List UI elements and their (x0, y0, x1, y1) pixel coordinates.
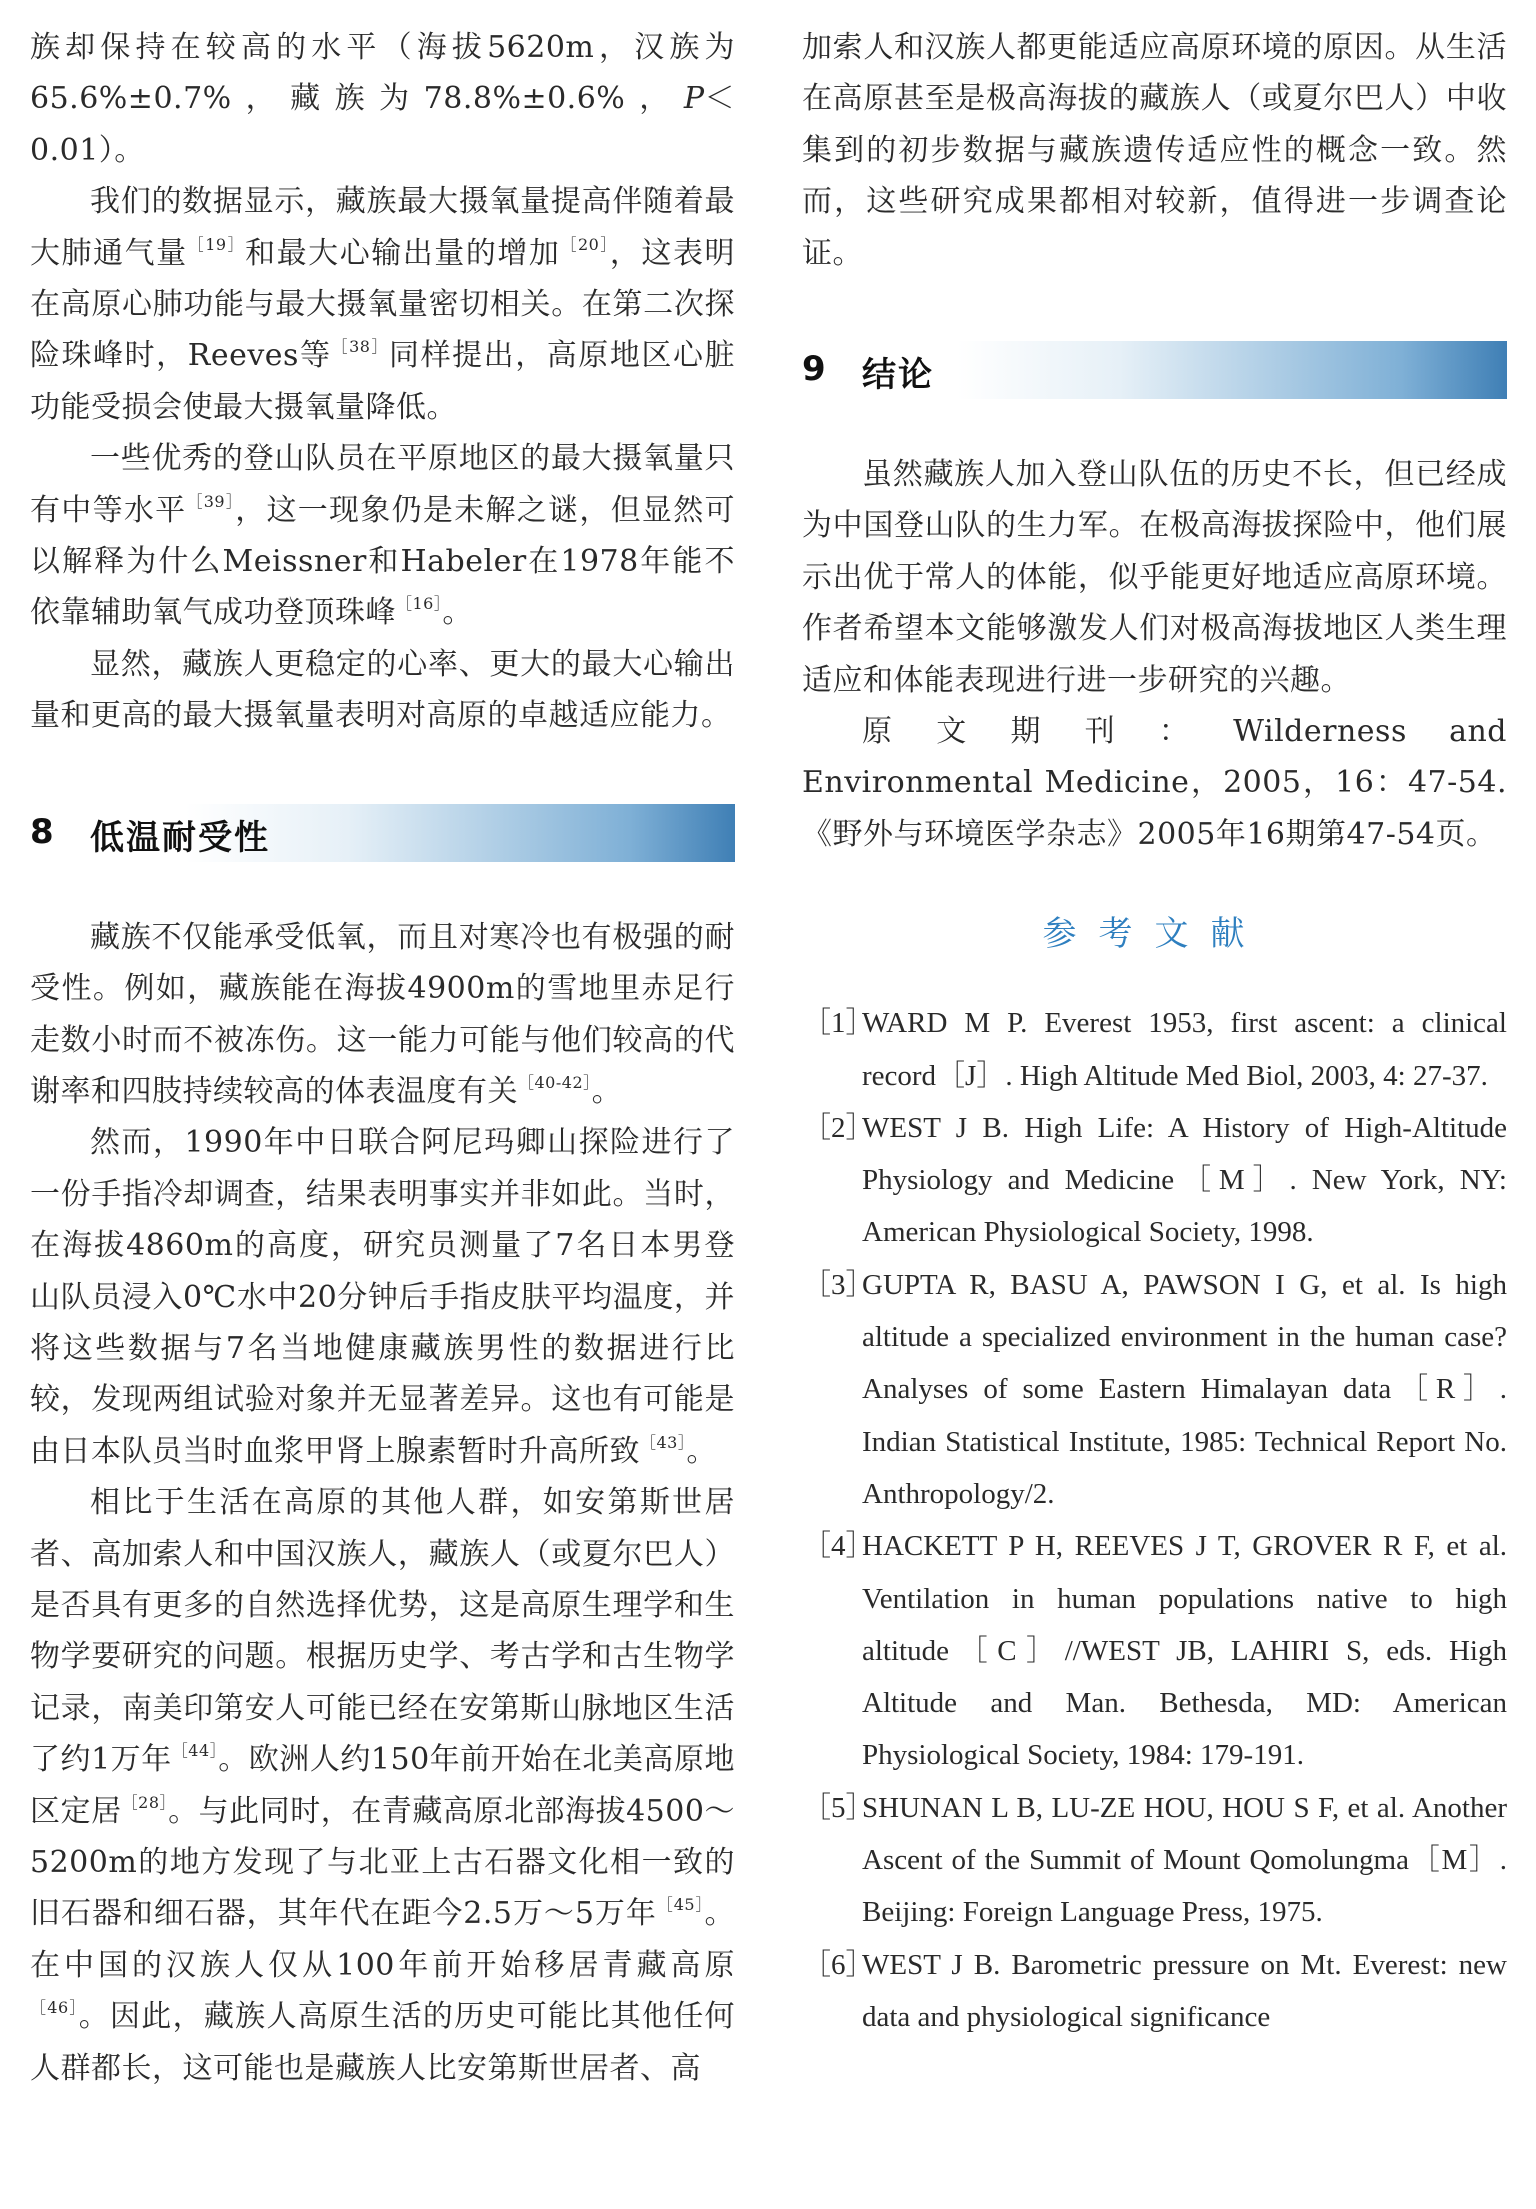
text-run: 同样提出，高原地区心脏功能受损会使最大摄氧量降低。 (30, 338, 735, 425)
reference-text: WEST J B. High Life: A History of High-Altitude Physiology and Medicine［M］. New York, NY: American Physiological Society, 1998. (862, 1111, 1507, 1249)
paragraph: 显然，藏族人更稳定的心率、更大的最大心输出量和更高的最大摄氧量表明对高原的卓越适应能力。 (30, 646, 735, 734)
paragraph (30, 1477, 735, 2094)
text-run: 。因此，藏族人高原生活的历史可能比其他任何人群都长，这可能也是藏族人比安第斯世居者、高 (30, 1999, 735, 2086)
text-run: 。 (686, 1433, 717, 1469)
text-run: 我们的数据显示，藏族最大摄氧量提高伴随着最大肺通气量 (30, 184, 735, 271)
text-run: 。与此同时，在青藏高原北部海拔4500～5200m的地方发现了与北亚上古石器文化相一致的旧石器和细石器，其年代在距今2.5万～5万年 (30, 1793, 735, 1932)
reference-number: ［3］ (802, 1268, 875, 1301)
citation: ［43］ (640, 1432, 687, 1452)
text-run: 相比于生活在高原的其他人群，如安第斯世居者、高加索人和中国汉族人，藏族人（或夏尔巴人）是否具有更多的自然选择优势，这是高原生理学和生物学要研究的问题。根据历史学、考古学和古生物学记录，南美印第安人可能已经在安第斯山脉地区生活了约1万年 (30, 1485, 735, 1778)
text-run: 。在中国的汉族人仅从100年前开始移居青藏高原 (30, 1896, 735, 1983)
source-text: Wilderness and Environmental Medicine，2005，16：47-54.《野外与环境医学杂志》2005年16期第47-54页。 (802, 714, 1508, 852)
citation: ［44］ (171, 1741, 219, 1761)
section-heading-9 (802, 341, 1507, 399)
reference-item (802, 1782, 1507, 1939)
reference-text: HACKETT P H, REEVES J T, GROVER R F, et al. Ventilation in human populations native to high altitude［C］//WEST JB, LAHIRI S, eds. High Altitude and Man. Bethesda, MD: American Physiological Society, 1984: 179-191. (862, 1530, 1507, 1772)
citation: ［19］ (187, 234, 246, 254)
paragraph (30, 176, 735, 433)
text-run: ，这一现象仍是未解之谜，但显然可以解释为什么Meissner和Habeler在1978年能不依靠辅助氧气成功登顶珠峰 (30, 492, 736, 631)
reference-number: ［4］ (802, 1530, 875, 1563)
reference-text: WARD M P. Everest 1953, first ascent: a clinical record［J］. High Altitude Med Biol, 2003, 4: 27-37. (862, 1007, 1507, 1092)
section-number: 9 (802, 349, 826, 390)
references-list (802, 997, 1507, 2043)
text-run: 族却保持在较高的水平（海拔5620m，汉族为65.6%±0.7%，藏族为78.8%±0.6%， (30, 30, 735, 117)
text-run: ＜0.01）。 (30, 81, 735, 168)
paragraph (30, 433, 735, 639)
paragraph (30, 912, 735, 1118)
section-number: 8 (30, 811, 54, 852)
citation: ［46］ (30, 1998, 79, 2018)
reference-text: GUPTA R, BASU A, PAWSON I G, et al. Is high altitude a specialized environment in the human case? Analyses of some Eastern Himalayan data［R］. Indian Statistical Institute, 1985: Technical Report No. Anthropology/2. (862, 1268, 1507, 1510)
reference-item (802, 1102, 1507, 1259)
text-run: 。 (442, 595, 473, 631)
citation: ［45］ (656, 1895, 705, 1915)
reference-item (802, 1259, 1507, 1520)
paragraph: 加索人和汉族人都更能适应高原环境的原因。从生活在高原甚至是极高海拔的藏族人（或夏尔巴人）中收集到的初步数据与藏族遗传适应性的概念一致。然而，这些研究成果都相对较新，值得进一步调查论证。 (802, 30, 1507, 271)
text-run: 。欧洲人约150年前开始在北美高原地区定居 (30, 1742, 735, 1829)
paragraph (30, 22, 735, 176)
reference-number: ［2］ (802, 1111, 875, 1144)
citation: ［38］ (331, 337, 390, 357)
text-run: 。 (591, 1073, 623, 1109)
citation: ［16］ (396, 594, 443, 614)
paragraph (30, 1117, 735, 1477)
reference-item (802, 1939, 1507, 2044)
text-run: 和最大心输出量的增加 (245, 235, 561, 271)
reference-number: ［5］ (802, 1791, 875, 1824)
reference-number: ［1］ (802, 1007, 875, 1040)
section-heading-8 (30, 804, 735, 862)
citation: ［40-42］ (518, 1072, 592, 1092)
text-run: 一些优秀的登山队员在平原地区的最大摄氧量只有中等水平 (30, 441, 735, 528)
reference-item (802, 1520, 1507, 1781)
references-heading: 参考文献 (1042, 914, 1267, 955)
citation: ［39］ (186, 491, 236, 511)
reference-number: ［6］ (802, 1948, 875, 1981)
citation: ［28］ (121, 1792, 169, 1812)
text-run: P (683, 81, 705, 117)
reference-item (802, 997, 1507, 1102)
section-title: 结论 (862, 355, 934, 396)
text-run: 藏族不仅能承受低氧，而且对寒冷也有极强的耐受性。例如，藏族能在海拔4900m的雪地里赤足行走数小时而不被冻伤。这一能力可能与他们较高的代谢率和四肢持续较高的体表温度有关 (30, 919, 735, 1109)
text-run: 然而，1990年中日联合阿尼玛卿山探险进行了一份手指冷却调查，结果表明事实并非如此。当时，在海拔4860m的高度，研究员测量了7名日本男登山队员浸入0℃水中20分钟后手指皮肤平均温度，并将这些数据与7名当地健康藏族男性的数据进行比较，发现两组试验对象并无显著差异。这也有可能是由日本队员当时血浆甲肾上腺素暂时升高所致 (30, 1125, 735, 1469)
source-note (802, 706, 1507, 860)
text-run: ，这表明在高原心肺功能与最大摄氧量密切相关。在第二次探险珠峰时，Reeves等 (30, 235, 735, 374)
left-column (30, 22, 735, 2094)
reference-text: WEST J B. Barometric pressure on Mt. Everest: new data and physiological significance (862, 1948, 1507, 2033)
reference-text: SHUNAN L B, LU-ZE HOU, HOU S F, et al. Another Ascent of the Summit of Mount Qomolungma［M］. Beijing: Foreign Language Press, 1975. (862, 1791, 1507, 1929)
paragraph: 虽然藏族人加入登山队伍的历史不长，但已经成为中国登山队的生力军。在极高海拔探险中，他们展示出优于常人的体能，似乎能更好地适应高原环境。作者希望本文能够激发人们对极高海拔地区人类生理适应和体能表现进行进一步研究的兴趣。 (802, 457, 1507, 698)
citation: ［20］ (560, 234, 610, 254)
section-title: 低温耐受性 (90, 817, 270, 858)
right-column (802, 22, 1507, 2043)
source-label: 原文期刊： (862, 714, 1234, 750)
